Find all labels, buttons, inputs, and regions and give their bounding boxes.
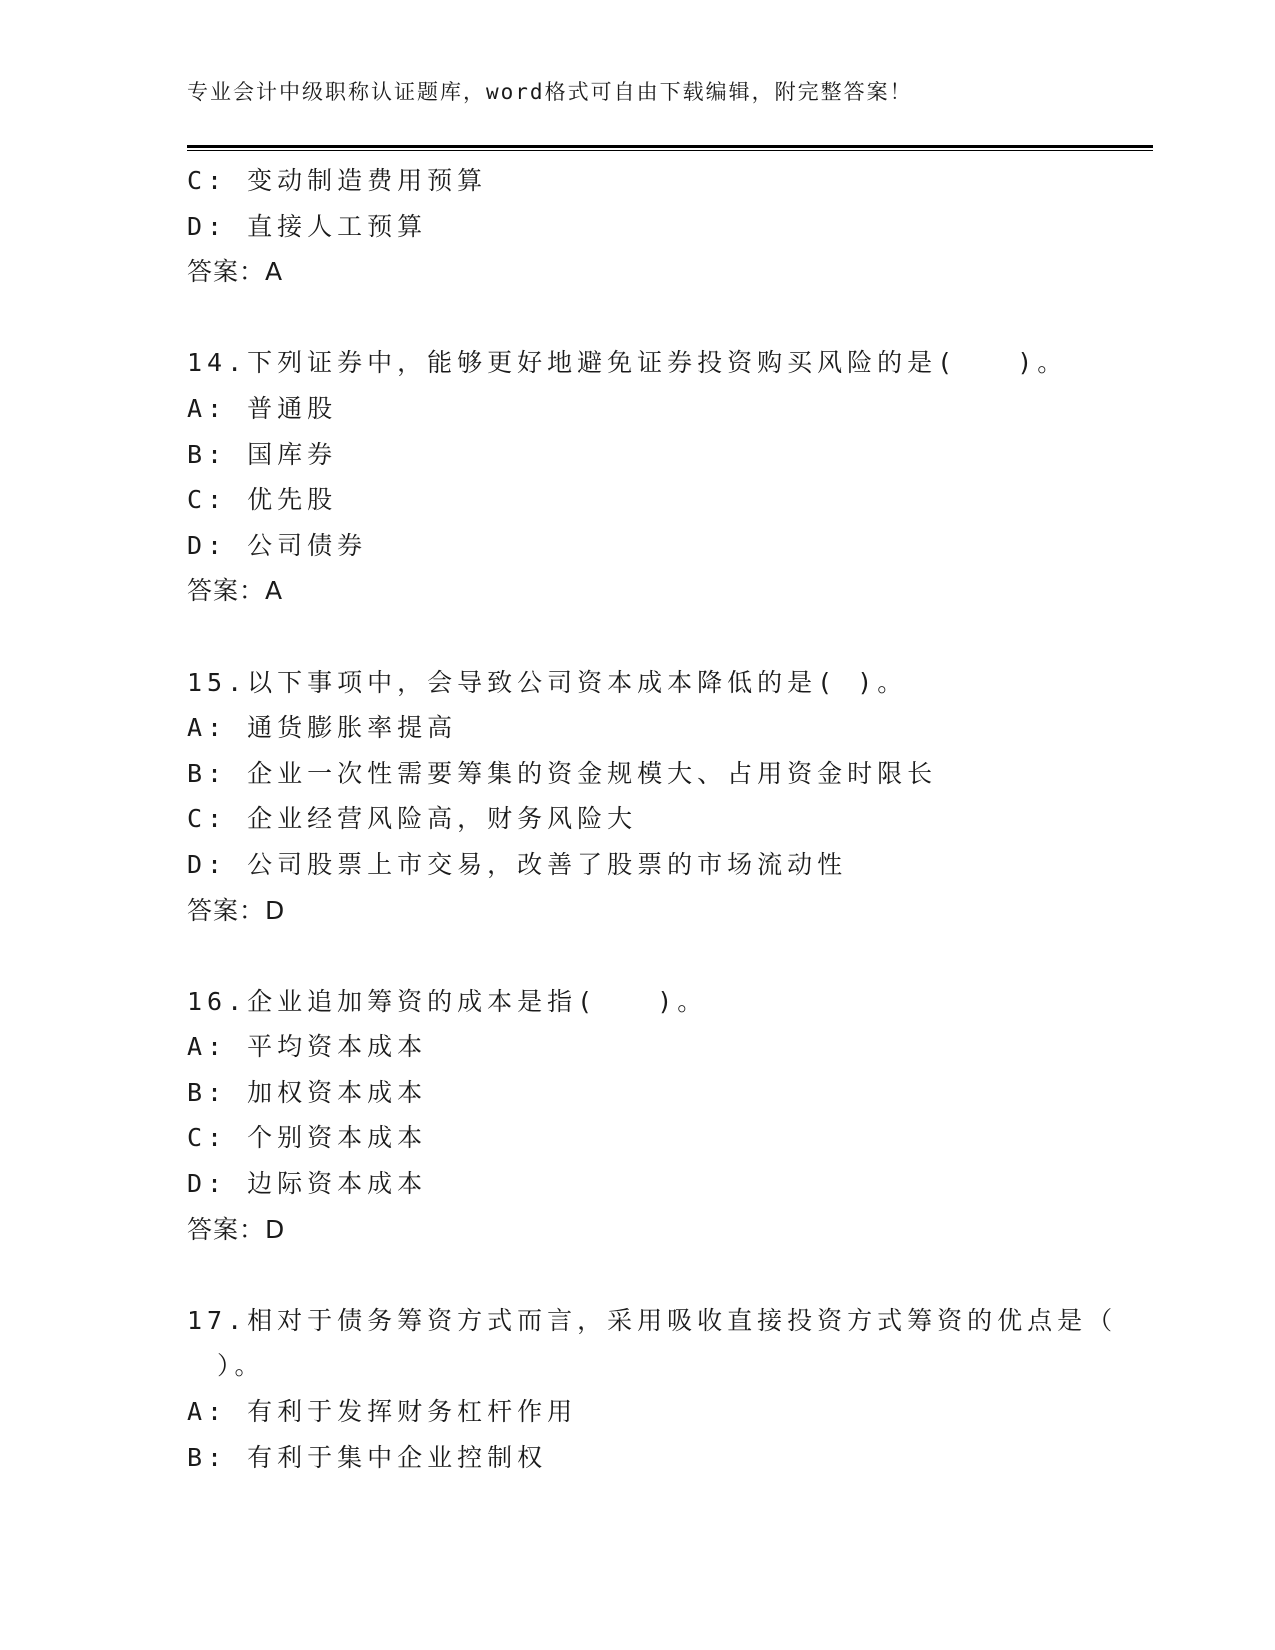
- question-list: [187, 158, 1153, 1480]
- option-a: A: 普通股: [187, 393, 338, 423]
- answer: 答案：A: [187, 576, 284, 606]
- spacer: [187, 295, 1153, 341]
- option-b: B: 有利于集中企业控制权: [187, 1442, 548, 1472]
- question-stem: 15.以下事项中，会导致公司资本成本降低的是( )。: [187, 667, 908, 697]
- question-stem-continuation: ）。: [217, 1351, 265, 1381]
- option-b: B: 企业一次性需要筹集的资金规模大、占用资金时限长: [187, 758, 938, 788]
- spacer: [187, 933, 1153, 979]
- spacer: [187, 1252, 1153, 1298]
- option-c: C: 个别资本成本: [187, 1123, 428, 1153]
- option-d: D: 直接人工预算: [187, 211, 428, 241]
- option-d: D: 边际资本成本: [187, 1169, 428, 1199]
- option-a: A: 平均资本成本: [187, 1032, 428, 1062]
- page-header: 专业会计中级职称认证题库，word格式可自由下载编辑，附完整答案！: [187, 80, 913, 104]
- header-rule-thin: [187, 150, 1153, 151]
- question-stem: 14.下列证券中，能够更好地避免证券投资购买风险的是( )。: [187, 348, 1068, 378]
- option-d: D: 公司债券: [187, 530, 368, 560]
- answer: 答案：D: [187, 895, 286, 925]
- option-a: A: 通货膨胀率提高: [187, 713, 458, 743]
- spacer: [187, 614, 1153, 660]
- answer: 答案：A: [187, 257, 284, 287]
- option-c: C: 优先股: [187, 485, 338, 515]
- option-a: A: 有利于发挥财务杠杆作用: [187, 1397, 578, 1427]
- question-stem: 16.企业追加筹资的成本是指( )。: [187, 986, 708, 1016]
- question-stem: 17.相对于债务筹资方式而言，采用吸收直接投资方式筹资的优点是（: [187, 1305, 1118, 1335]
- header-rule: [187, 145, 1153, 148]
- option-c: C: 企业经营风险高，财务风险大: [187, 804, 638, 834]
- option-b: B: 加权资本成本: [187, 1077, 428, 1107]
- answer: 答案：D: [187, 1214, 286, 1244]
- option-d: D: 公司股票上市交易，改善了股票的市场流动性: [187, 849, 848, 879]
- option-b: B: 国库券: [187, 439, 338, 469]
- option-c: C: 变动制造费用预算: [187, 166, 488, 195]
